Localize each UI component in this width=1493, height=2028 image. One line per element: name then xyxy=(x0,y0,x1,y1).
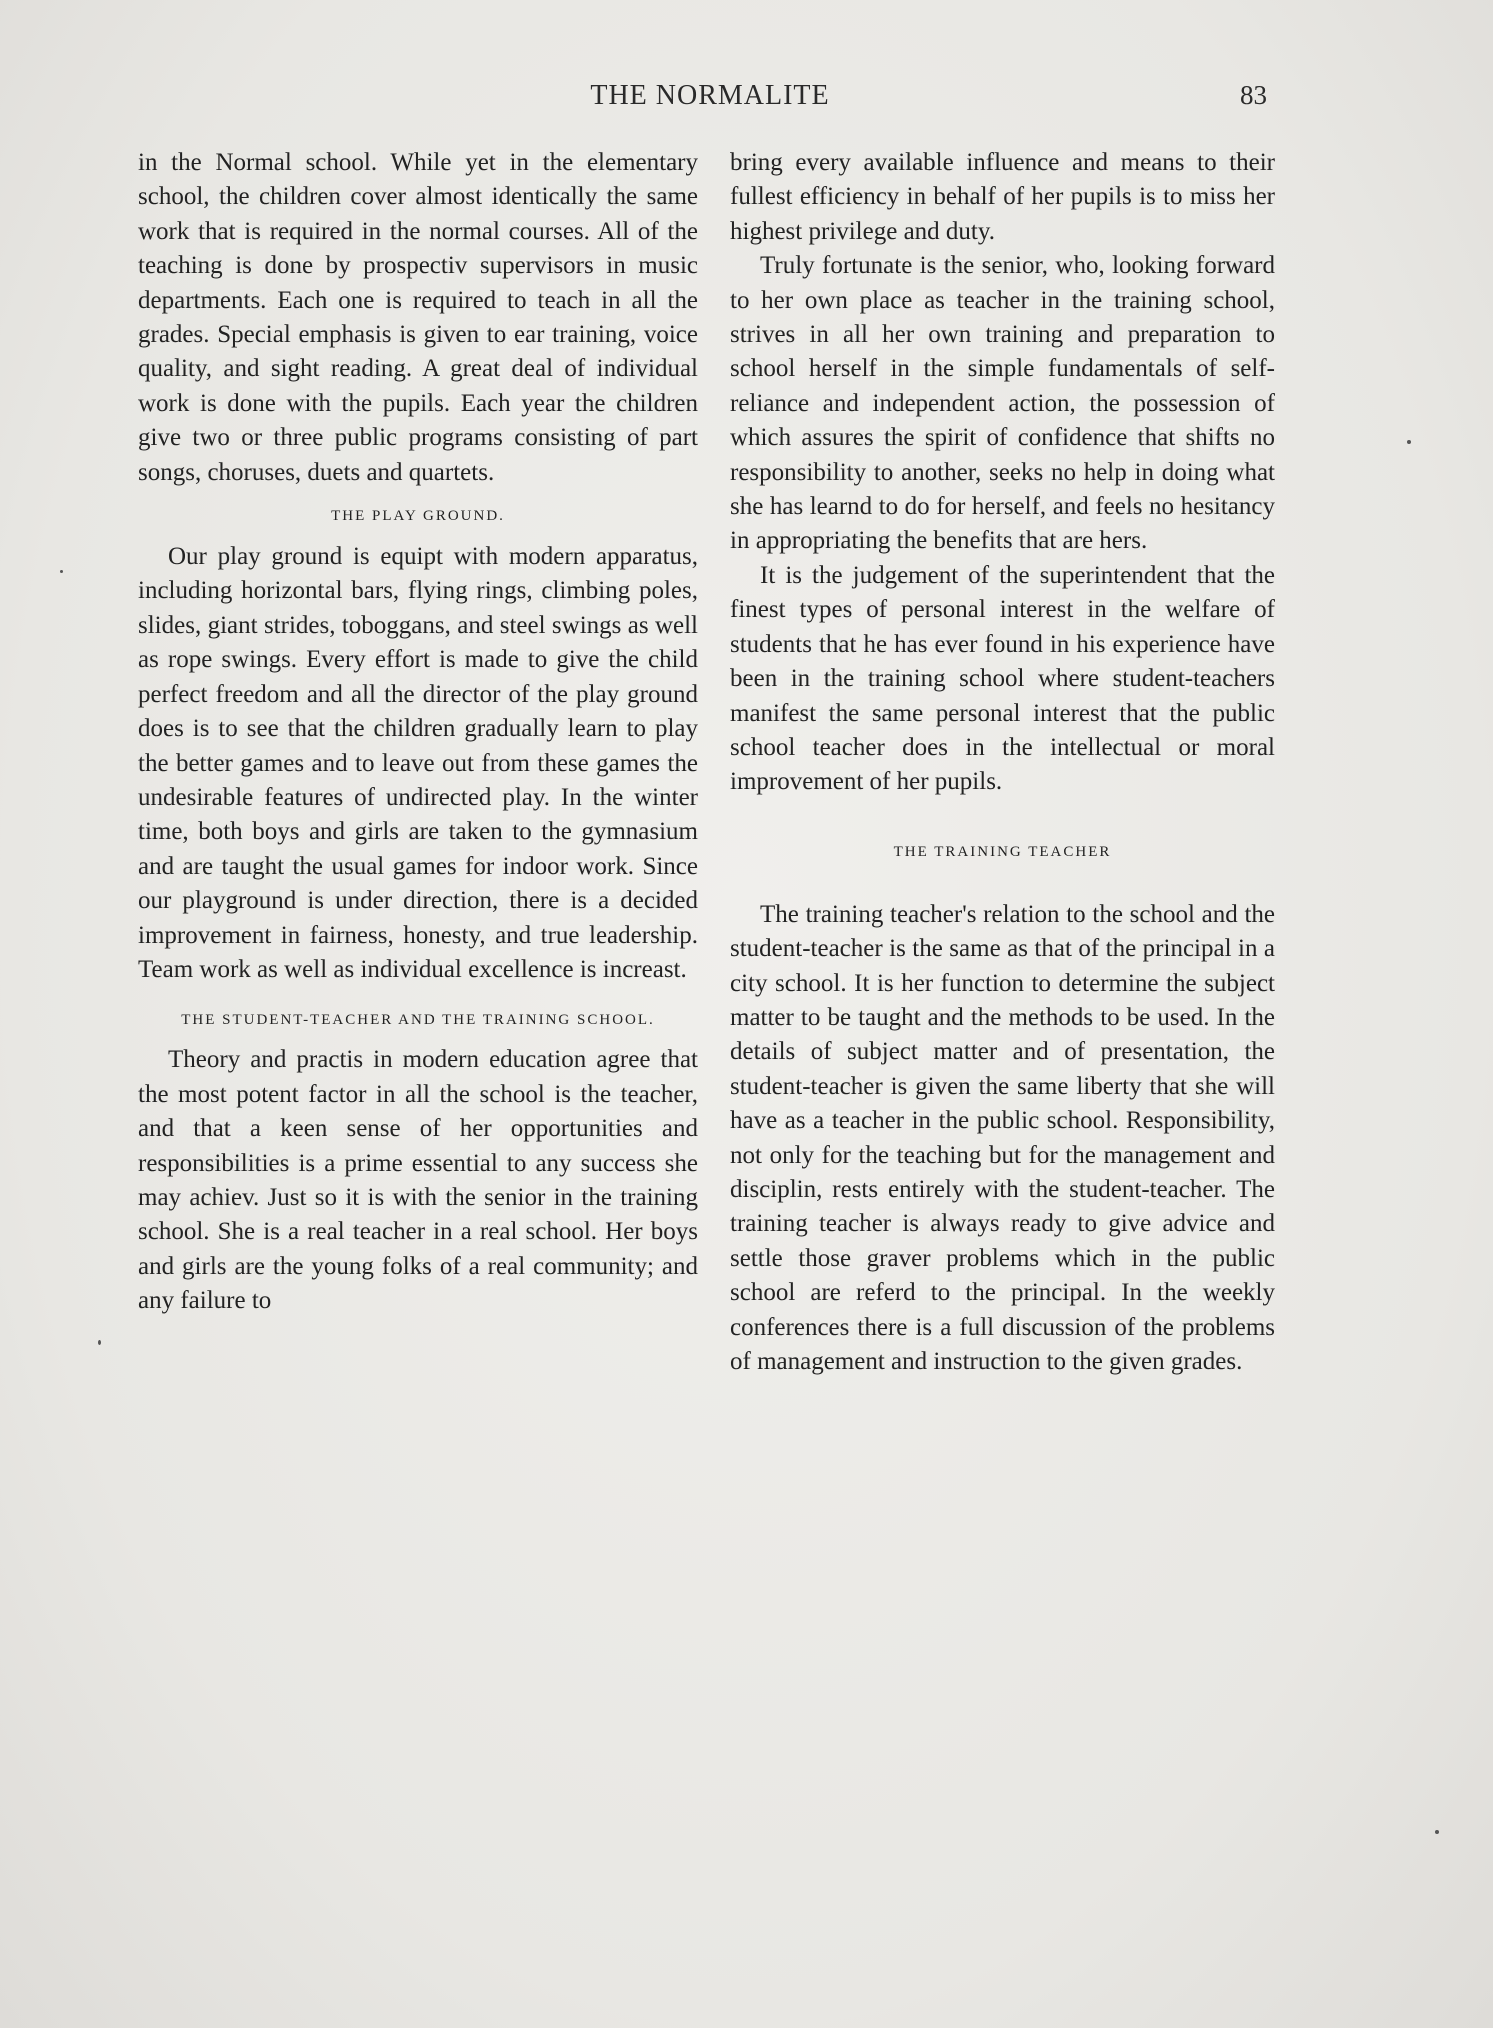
heading-play-ground: THE PLAY GROUND. xyxy=(331,508,505,525)
scan-speck xyxy=(98,1340,101,1345)
heading-student-teacher: THE STUDENT-TEACHER AND THE TRAINING SCHOOL. xyxy=(181,1012,655,1029)
paragraph-play-ground: Our play ground is equipt with modern apparatus, including horizontal bars, flying rings, climbing poles, slides, giant strides, toboggans, and steel swings as well as rope swings. Every effort is made to give the child perfect freedom and all the director of the play ground does is to see that the children gradually learn to play the better games and to leave out from these games the undesirable features of undirected play. In the winter time, both boys and girls are taken to the gymnasium and are taught the usual games for indoor work. Since our playground is under direction, there is a decided improvement in fairness, honesty, and true leadership. Team work as well as individual excellence is increast. xyxy=(138,543,698,983)
paragraph-judgement: It is the judgement of the superintendent that the finest types of personal interest in the welfare of students that he has ever found in his experience have been in the training school where student-teachers manifest the same personal interest that the public school teacher does in the intellectual or moral improvement of her pupils. xyxy=(730,561,1275,796)
heading-training-teacher: THE TRAINING TEACHER xyxy=(893,843,1112,860)
paragraph-music-continued: in the Normal school. While yet in the elementary school, the children cover almost identically the same work that is required in the normal courses. All of the teaching is done by prospectiv supervisors in music departments. Each one is required to teach in all the grades. Special emphasis is given to ear training, voice quality, and sight reading. A great deal of individual work is done with the pupils. Each year the children give two or three public programs consisting of part songs, choruses, duets and quartets. xyxy=(138,149,698,486)
paragraph-truly-fortunate: Truly fortunate is the senior, who, looking forward to her own place as teacher in the training school, strives in all her own training and preparation to school herself in the simple fundamentals of self-reliance and independent action, the possession of which assures the spirit of confidence that shifts no responsibility to another, seeks no help in doing what she has learnd to do for herself, and feels no hesitancy in appropriating the benefits that are hers. xyxy=(730,252,1275,555)
paragraph-training-teacher: The training teacher's relation to the school and the student-teacher is the same as that of the principal in a city school. It is her function to determine the subject matter to be taught and the methods to be used. In the details of subject matter and of presentation, the student-teacher is given the same liberty that she will have as a teacher in the public school. Responsibility, not only for the teaching but for the management and disciplin, rests entirely with the student-teacher. The training teacher is always ready to give advice and settle those graver problems which in the public school are referd to the principal. In the weekly conferences there is a full discussion of the problems of management and instruction to the given grades. xyxy=(730,900,1275,1375)
paragraph-bring-influence: bring every available influence and means to their fullest efficiency in behalf of her pupils is to miss her highest privilege and duty. xyxy=(730,149,1275,245)
running-title: THE NORMALITE xyxy=(590,80,830,111)
right-column xyxy=(730,146,1275,1379)
page-number: 83 xyxy=(1240,80,1267,110)
paragraph-theory-practis: Theory and practis in modern education agree that the most potent factor in all the school is the teacher, and that a keen sense of her opportunities and responsibilities is a prime essential to any success she may achiev. Just so it is with the senior in the training school. She is a real teacher in a real school. Her boys and girls are the young folks of a real community; and any failure to xyxy=(138,1046,698,1315)
scan-speck xyxy=(60,570,63,573)
scan-speck xyxy=(1407,440,1411,444)
left-column xyxy=(138,146,698,1319)
scan-speck xyxy=(1435,1830,1439,1834)
